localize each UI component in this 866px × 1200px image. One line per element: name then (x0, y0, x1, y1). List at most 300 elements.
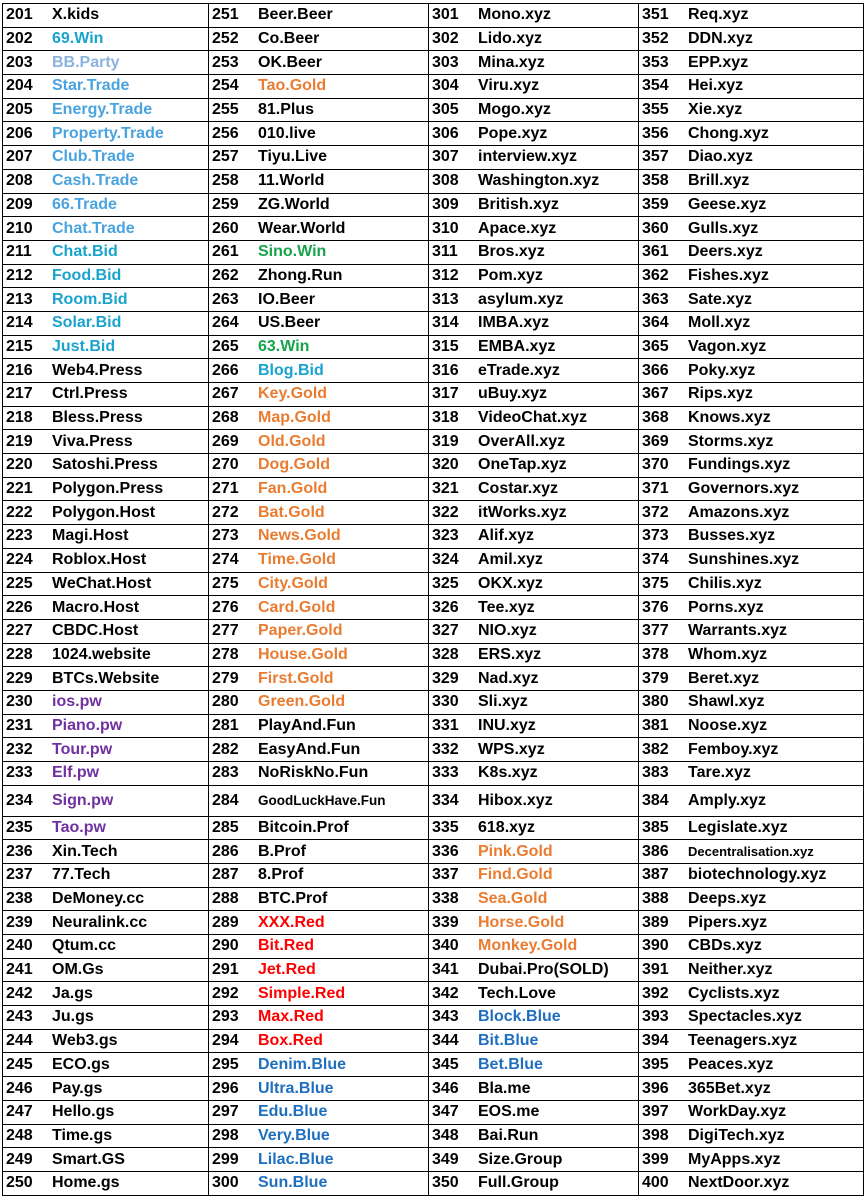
domain-number: 334 (432, 791, 459, 809)
domain-cell (209, 27, 429, 51)
domain-name: Horse.Gold (478, 913, 565, 931)
domain-number: 278 (212, 645, 239, 663)
domain-name: Tao.pw (52, 818, 106, 836)
domain-name: Deers.xyz (688, 243, 763, 261)
domain-cell (209, 217, 429, 241)
domain-name: NextDoor.xyz (688, 1174, 790, 1192)
domain-name: VideoChat.xyz (478, 409, 588, 427)
domain-number: 337 (432, 866, 459, 884)
domain-name: Dubai.Pro(SOLD) (478, 961, 609, 979)
domain-name: House.Gold (258, 645, 348, 663)
domain-name: EPP.xyz (688, 53, 749, 71)
domain-name: Ja.gs (52, 984, 93, 1002)
domain-cell (3, 75, 209, 99)
domain-name: Bit.Red (258, 937, 314, 955)
domain-cell (639, 359, 864, 383)
domain-name: Club.Trade (52, 148, 135, 166)
domain-number: 349 (432, 1150, 459, 1168)
table-row (3, 454, 864, 478)
domain-number: 384 (642, 791, 669, 809)
domain-cell (209, 288, 429, 312)
domain-cell (639, 887, 864, 911)
domain-cell (429, 690, 639, 714)
domain-number: 355 (642, 101, 669, 119)
domain-name: Jet.Red (258, 961, 316, 979)
domain-number: 222 (6, 503, 33, 521)
domain-name: News.Gold (258, 527, 341, 545)
domain-name: Card.Gold (258, 598, 336, 616)
domain-cell (639, 335, 864, 359)
domain-cell (429, 146, 639, 170)
domain-cell (3, 383, 209, 407)
domain-name: Chilis.xyz (688, 574, 762, 592)
domain-name: ECO.gs (52, 1055, 110, 1073)
domain-name: Peaces.xyz (688, 1055, 774, 1073)
domain-number: 374 (642, 551, 669, 569)
domain-number: 202 (6, 30, 33, 48)
table-row (3, 667, 864, 691)
domain-cell (209, 643, 429, 667)
domain-number: 313 (432, 290, 459, 308)
table-row (3, 217, 864, 241)
domain-name: Poky.xyz (688, 361, 756, 379)
domain-name: ERS.xyz (478, 645, 542, 663)
domain-cell (639, 1029, 864, 1053)
domain-name: Energy.Trade (52, 101, 153, 119)
domain-name: WorkDay.xyz (688, 1103, 787, 1121)
domain-number: 279 (212, 669, 239, 687)
domain-cell (3, 619, 209, 643)
domain-cell (429, 1171, 639, 1195)
table-row (3, 98, 864, 122)
domain-number: 208 (6, 172, 33, 190)
domain-name: Bai.Run (478, 1126, 539, 1144)
domain-cell (429, 98, 639, 122)
domain-name: Satoshi.Press (52, 456, 158, 474)
domain-name: B.Prof (258, 842, 306, 860)
domain-number: 234 (6, 791, 33, 809)
domain-cell (639, 169, 864, 193)
domain-cell (429, 406, 639, 430)
table-row (3, 525, 864, 549)
domain-name: OverAll.xyz (478, 432, 566, 450)
domain-cell (429, 1053, 639, 1077)
domain-number: 223 (6, 527, 33, 545)
table-row (3, 406, 864, 430)
domain-cell (639, 1124, 864, 1148)
table-row (3, 619, 864, 643)
domain-number: 293 (212, 1008, 239, 1026)
domain-number: 271 (212, 480, 239, 498)
domain-number: 380 (642, 693, 669, 711)
table-row (3, 690, 864, 714)
domain-name: Moll.xyz (688, 314, 751, 332)
domain-name: Time.gs (52, 1126, 113, 1144)
domain-name: Green.Gold (258, 693, 346, 711)
domain-cell (429, 27, 639, 51)
domain-name: EMBA.xyz (478, 337, 556, 355)
domain-number: 280 (212, 693, 239, 711)
domain-number: 327 (432, 622, 459, 640)
domain-name: Porns.xyz (688, 598, 764, 616)
domain-cell (209, 785, 429, 816)
table-row (3, 27, 864, 51)
domain-name: NIO.xyz (478, 622, 537, 640)
domain-cell (3, 982, 209, 1006)
domain-cell (3, 288, 209, 312)
domain-name: Just.Bid (52, 337, 116, 355)
domain-name: Legislate.xyz (688, 818, 788, 836)
domain-number: 261 (212, 243, 239, 261)
table-row (3, 501, 864, 525)
table-row (3, 122, 864, 146)
domain-name: ZG.World (258, 195, 330, 213)
domain-cell (429, 217, 639, 241)
domain-name: Pipers.xyz (688, 913, 768, 931)
domain-name: Piano.pw (52, 716, 123, 734)
domain-name: Hello.gs (52, 1103, 115, 1121)
domain-name: K8s.xyz (478, 764, 538, 782)
domain-number: 315 (432, 337, 459, 355)
domain-name: Edu.Blue (258, 1103, 328, 1121)
domain-number: 342 (432, 984, 459, 1002)
domain-cell (209, 935, 429, 959)
domain-name: Ctrl.Press (52, 385, 128, 403)
domain-name: Very.Blue (258, 1126, 330, 1144)
domain-number: 385 (642, 818, 669, 836)
domain-name: Old.Gold (258, 432, 326, 450)
domain-number: 242 (6, 984, 33, 1002)
domain-name: Shawl.xyz (688, 693, 765, 711)
domain-name: interview.xyz (478, 148, 578, 166)
table-row (3, 643, 864, 667)
domain-cell (639, 911, 864, 935)
domain-cell (639, 667, 864, 691)
domain-cell (639, 501, 864, 525)
domain-cell (429, 193, 639, 217)
domain-number: 238 (6, 890, 33, 907)
domain-cell (3, 4, 209, 28)
domain-name: itWorks.xyz (478, 503, 567, 521)
domain-name: Warrants.xyz (688, 622, 787, 640)
domain-cell (209, 690, 429, 714)
domain-number: 269 (212, 432, 239, 450)
domain-cell (3, 264, 209, 288)
domain-list-table (2, 3, 864, 1196)
domain-cell (3, 98, 209, 122)
domain-name: Sunshines.xyz (688, 551, 800, 569)
table-row (3, 1171, 864, 1195)
domain-cell (639, 738, 864, 762)
domain-cell (3, 501, 209, 525)
domain-name: Req.xyz (688, 6, 749, 24)
domain-cell (429, 840, 639, 864)
domain-name: Whom.xyz (688, 645, 768, 663)
domain-cell (209, 4, 429, 28)
domain-number: 215 (6, 337, 33, 355)
domain-name: Brill.xyz (688, 172, 750, 190)
domain-cell (639, 525, 864, 549)
domain-name: Pink.Gold (478, 842, 553, 860)
domain-cell (3, 887, 209, 911)
domain-cell (209, 454, 429, 478)
domain-cell (639, 840, 864, 864)
domain-name: Alif.xyz (478, 527, 535, 545)
domain-cell (3, 1148, 209, 1172)
domain-cell (3, 1029, 209, 1053)
domain-number: 330 (432, 693, 459, 711)
domain-name: Max.Red (258, 1008, 324, 1026)
domain-cell (3, 714, 209, 738)
domain-cell (209, 122, 429, 146)
domain-name: 618.xyz (478, 818, 535, 836)
domain-cell (429, 1100, 639, 1124)
domain-number: 373 (642, 527, 669, 545)
domain-number: 236 (6, 842, 33, 860)
domain-cell (3, 1124, 209, 1148)
domain-name: Macro.Host (52, 598, 140, 616)
domain-number: 287 (212, 866, 239, 884)
domain-cell (429, 863, 639, 887)
domain-number: 220 (6, 456, 33, 474)
domain-cell (209, 762, 429, 786)
domain-cell (429, 1077, 639, 1101)
domain-cell (3, 193, 209, 217)
domain-name: Apace.xyz (478, 219, 557, 237)
domain-cell (639, 122, 864, 146)
domain-number: 358 (642, 172, 669, 190)
domain-name: OneTap.xyz (478, 456, 567, 474)
domain-name: Sino.Win (258, 243, 327, 261)
domain-name: DeMoney.cc (52, 890, 145, 907)
domain-number: 375 (642, 574, 669, 592)
domain-name: Sign.pw (52, 791, 114, 809)
domain-number: 282 (212, 740, 239, 758)
domain-cell (209, 982, 429, 1006)
domain-name: Hibox.xyz (478, 791, 553, 809)
domain-name: 69.Win (52, 30, 104, 48)
domain-name: Dog.Gold (258, 456, 330, 474)
domain-name: Bet.Blue (478, 1055, 543, 1073)
domain-number: 381 (642, 716, 669, 734)
domain-name: PlayAnd.Fun (258, 716, 356, 734)
domain-number: 230 (6, 693, 33, 711)
domain-name: Full.Group (478, 1174, 559, 1192)
domain-number: 277 (212, 622, 239, 640)
domain-cell (639, 958, 864, 982)
domain-name: 11.World (258, 172, 325, 190)
domain-name: Find.Gold (478, 866, 553, 884)
table-row (3, 982, 864, 1006)
domain-name: Fundings.xyz (688, 456, 791, 474)
domain-cell (3, 667, 209, 691)
domain-number: 249 (6, 1150, 33, 1168)
domain-number: 206 (6, 124, 33, 142)
domain-cell (639, 596, 864, 620)
domain-cell (209, 1148, 429, 1172)
domain-name: Paper.Gold (258, 622, 343, 640)
domain-cell (639, 548, 864, 572)
domain-cell (209, 572, 429, 596)
domain-cell (429, 430, 639, 454)
domain-cell (429, 383, 639, 407)
domain-cell (639, 288, 864, 312)
domain-cell (3, 27, 209, 51)
domain-number: 367 (642, 385, 669, 403)
domain-number: 263 (212, 290, 239, 308)
domain-name: Mogo.xyz (478, 101, 551, 119)
domain-number: 324 (432, 551, 459, 569)
domain-number: 283 (212, 764, 239, 782)
domain-number: 231 (6, 716, 33, 734)
domain-name: OM.Gs (52, 961, 104, 979)
domain-name: BTC.Prof (258, 890, 328, 907)
domain-name: ios.pw (52, 693, 102, 711)
domain-name: Sun.Blue (258, 1174, 328, 1192)
domain-name: Costar.xyz (478, 480, 559, 498)
domain-name: Governors.xyz (688, 480, 800, 498)
table-row (3, 714, 864, 738)
domain-name: Geese.xyz (688, 195, 767, 213)
domain-number: 255 (212, 101, 239, 119)
table-row (3, 958, 864, 982)
domain-name: Bros.xyz (478, 243, 545, 261)
domain-name: eTrade.xyz (478, 361, 560, 379)
domain-number: 376 (642, 598, 669, 616)
domain-number: 341 (432, 961, 459, 979)
domain-name: Knows.xyz (688, 409, 771, 427)
table-row (3, 383, 864, 407)
table-row (3, 477, 864, 501)
domain-name: 77.Tech (52, 866, 111, 884)
domain-cell (429, 122, 639, 146)
domain-number: 318 (432, 409, 459, 427)
domain-cell (429, 572, 639, 596)
domain-number: 310 (432, 219, 459, 237)
domain-name: asylum.xyz (478, 290, 564, 308)
table-row (3, 51, 864, 75)
domain-number: 369 (642, 432, 669, 450)
domain-cell (639, 1006, 864, 1030)
domain-cell (209, 383, 429, 407)
domain-number: 243 (6, 1008, 33, 1026)
table-row (3, 935, 864, 959)
domain-list-body (3, 4, 864, 1196)
domain-name: Tiyu.Live (258, 148, 328, 166)
domain-name: Vagon.xyz (688, 337, 767, 355)
domain-number: 209 (6, 195, 33, 213)
table-row (3, 288, 864, 312)
domain-name: Nad.xyz (478, 669, 539, 687)
domain-cell (429, 501, 639, 525)
domain-cell (209, 525, 429, 549)
domain-cell (429, 169, 639, 193)
domain-number: 204 (6, 77, 33, 95)
domain-name: Noose.xyz (688, 716, 768, 734)
domain-cell (3, 1077, 209, 1101)
domain-cell (639, 690, 864, 714)
domain-name: CBDC.Host (52, 622, 139, 640)
domain-name: Solar.Bid (52, 314, 122, 332)
domain-number: 240 (6, 937, 33, 955)
domain-cell (429, 762, 639, 786)
domain-name: Neuralink.cc (52, 913, 148, 931)
table-row (3, 359, 864, 383)
domain-number: 244 (6, 1032, 33, 1050)
domain-number: 214 (6, 314, 33, 332)
domain-cell (429, 816, 639, 840)
domain-number: 298 (212, 1126, 239, 1144)
domain-number: 235 (6, 818, 33, 836)
domain-cell (209, 911, 429, 935)
table-row (3, 146, 864, 170)
domain-number: 388 (642, 890, 669, 907)
domain-number: 308 (432, 172, 459, 190)
domain-name: Property.Trade (52, 124, 164, 142)
domain-cell (3, 311, 209, 335)
domain-number: 335 (432, 818, 459, 836)
domain-cell (3, 240, 209, 264)
domain-name: OK.Beer (258, 53, 323, 71)
domain-name: Sate.xyz (688, 290, 753, 308)
domain-number: 281 (212, 716, 239, 734)
table-row (3, 887, 864, 911)
domain-name: Decentralisation.xyz (688, 843, 814, 859)
domain-name: Cyclists.xyz (688, 984, 780, 1002)
domain-name: NoRiskNo.Fun (258, 764, 369, 782)
domain-name: Co.Beer (258, 30, 320, 48)
domain-name: US.Beer (258, 314, 321, 332)
domain-number: 366 (642, 361, 669, 379)
domain-cell (639, 785, 864, 816)
domain-cell (209, 146, 429, 170)
domain-cell (639, 762, 864, 786)
domain-number: 262 (212, 266, 239, 284)
domain-cell (209, 430, 429, 454)
domain-cell (209, 1171, 429, 1195)
domain-cell (639, 1100, 864, 1124)
domain-name: INU.xyz (478, 716, 536, 734)
domain-number: 294 (212, 1032, 239, 1050)
domain-cell (429, 75, 639, 99)
domain-number: 312 (432, 266, 459, 284)
domain-name: Wear.World (258, 219, 346, 237)
domain-number: 267 (212, 385, 239, 403)
domain-number: 266 (212, 361, 239, 379)
domain-cell (429, 359, 639, 383)
domain-number: 273 (212, 527, 239, 545)
domain-number: 344 (432, 1032, 459, 1050)
domain-name: Bat.Gold (258, 503, 325, 521)
table-row (3, 1053, 864, 1077)
domain-number: 300 (212, 1174, 239, 1192)
domain-name: Rips.xyz (688, 385, 753, 403)
domain-cell (429, 311, 639, 335)
domain-cell (639, 240, 864, 264)
domain-number: 237 (6, 866, 33, 884)
domain-number: 258 (212, 172, 239, 190)
domain-name: Lido.xyz (478, 30, 543, 48)
domain-name: Busses.xyz (688, 527, 776, 545)
domain-number: 241 (6, 961, 33, 979)
domain-name: Room.Bid (52, 290, 128, 308)
domain-name: Home.gs (52, 1174, 120, 1192)
domain-cell (209, 311, 429, 335)
domain-number: 346 (432, 1079, 459, 1097)
domain-cell (209, 1077, 429, 1101)
domain-cell (3, 1100, 209, 1124)
domain-cell (3, 596, 209, 620)
